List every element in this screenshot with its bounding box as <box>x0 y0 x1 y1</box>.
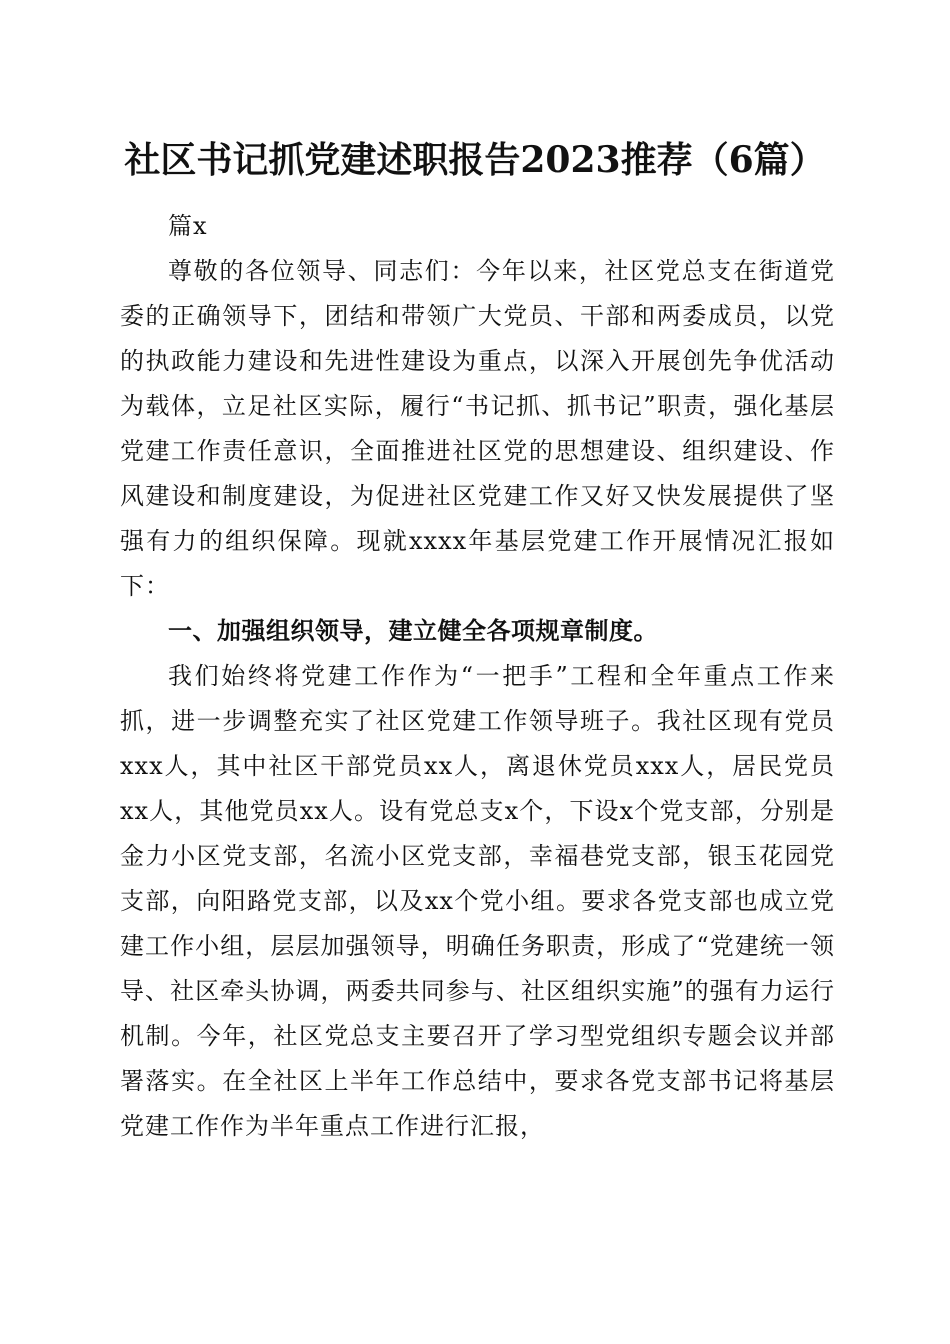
paragraph-intro: 尊敬的各位领导、同志们：今年以来，社区党总支在街道党委的正确领导下，团结和带领广大党员、干部和两委成员，以党的执政能力建设和先进性建设为重点，以深入开展创先争优活动为载体，立足社区实际，履行“书记抓、抓书记”职责，强化基层党建工作责任意识，全面推进社区党的思想建设、组织建设、作风建设和制度建设，为促进社区党建工作又好又快发展提供了坚强有力的组织保障。现就xxxx年基层党建工作开展情况汇报如下： <box>120 257 835 600</box>
section-heading-1: 一、加强组织领导，建立健全各项规章制度。 <box>168 617 658 645</box>
document-body <box>120 204 835 1149</box>
document-title: 社区书记抓党建述职报告2023推荐（6篇） <box>124 139 826 181</box>
section-label: 篇x <box>168 212 208 240</box>
paragraph-organization: 我们始终将党建工作作为“一把手”工程和全年重点工作来抓，进一步调整充实了社区党建工作领导班子。我社区现有党员xxx人，其中社区干部党员xx人，离退休党员xxx人，居民党员xx人，其他党员xx人。设有党总支x个，下设x个党支部，分别是金力小区党支部，名流小区党支部，幸福巷党支部，银玉花园党支部，向阳路党支部，以及xx个党小组。要求各党支部也成立党建工作小组，层层加强领导，明确任务职责，形成了“党建统一领导、社区牵头协调，两委共同参与、社区组织实施”的强有力运行机制。今年，社区党总支主要召开了学习型党组织专题会议并部署落实。在全社区上半年工作总结中，要求各党支部书记将基层党建工作作为半年重点工作进行汇报， <box>120 662 835 1140</box>
